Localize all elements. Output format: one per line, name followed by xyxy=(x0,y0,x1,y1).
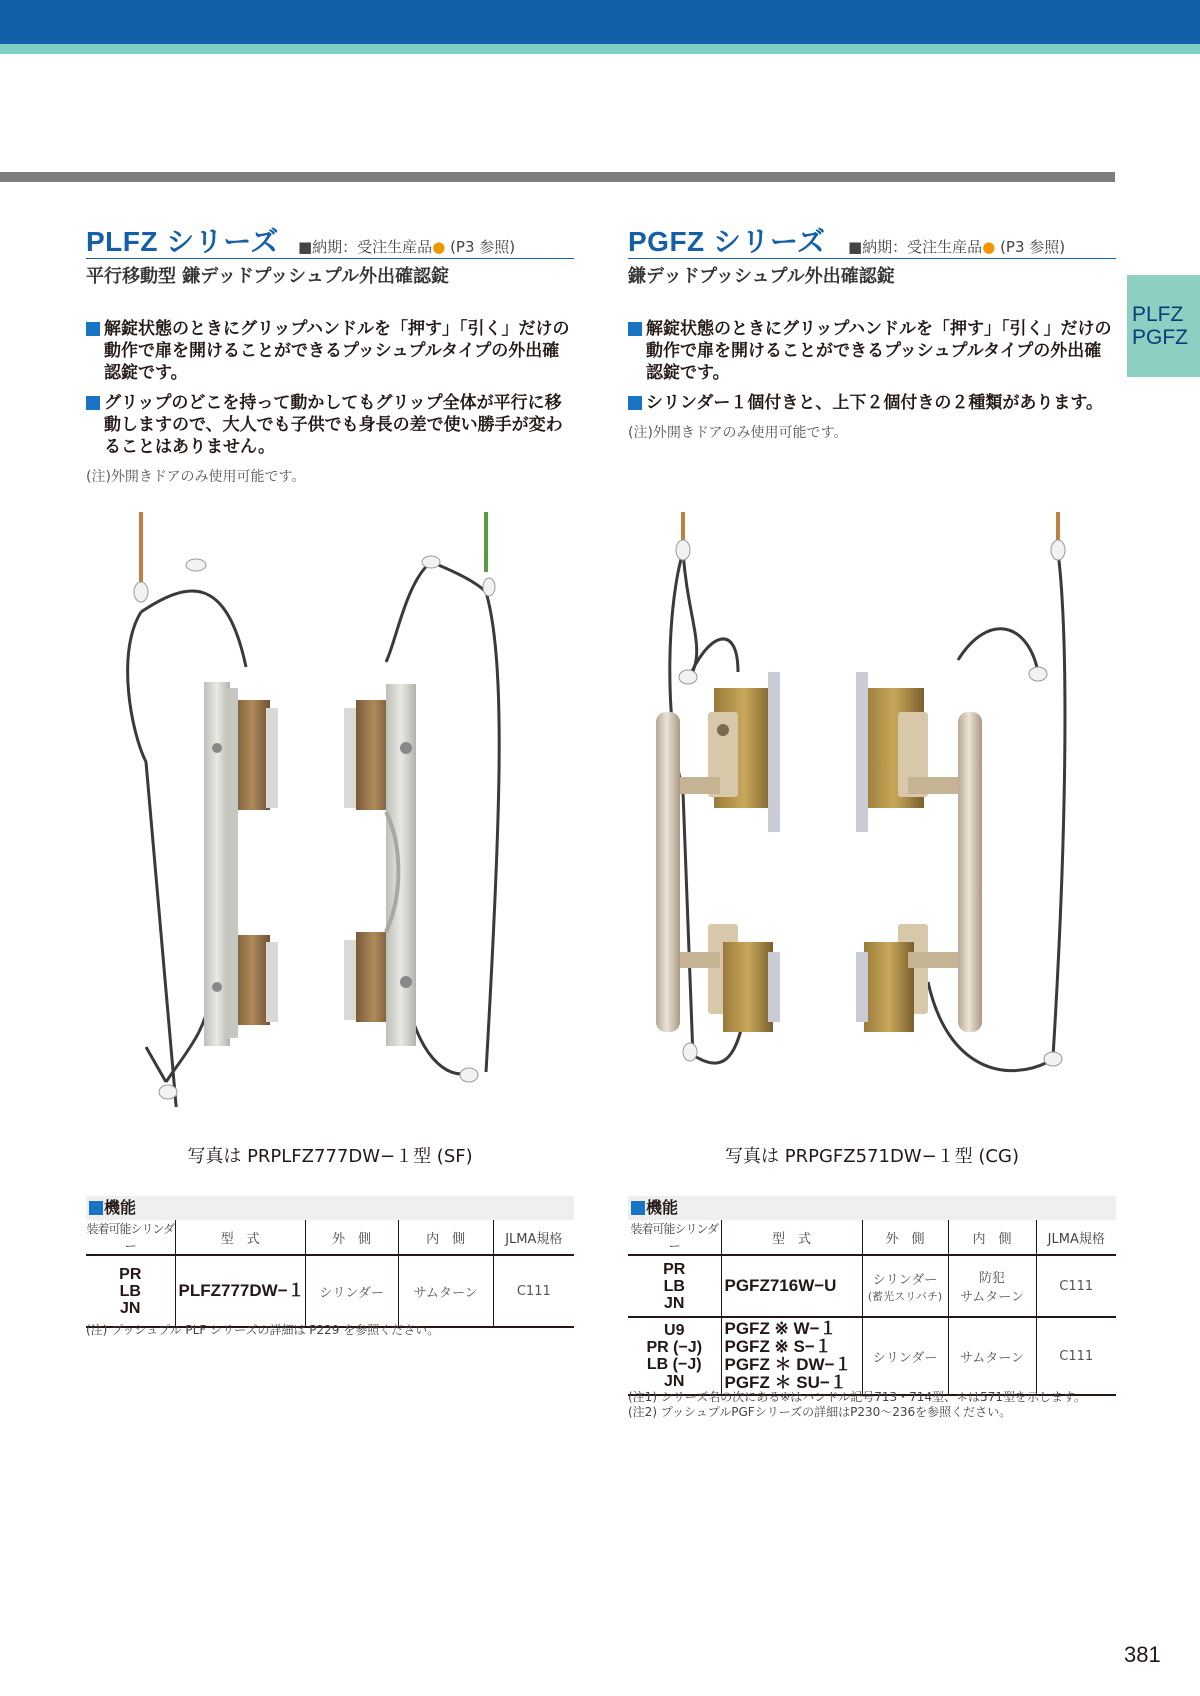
cylinder-code: LB (−J) xyxy=(646,1356,702,1373)
delivery-label: ■納期：受注生産品 xyxy=(298,238,433,256)
column-header: 装着可能シリンダー xyxy=(628,1220,721,1255)
index-tab-line-2: PGFZ xyxy=(1132,326,1188,349)
jlma-cell: C111 xyxy=(1036,1317,1116,1395)
series-title: PGFZ シリーズ xyxy=(628,226,826,257)
photo-caption: 写真は PRPLFZ777DW−１型 (SF) xyxy=(187,1146,473,1167)
function-header: 機能 xyxy=(86,1196,574,1220)
column-header: 内 側 xyxy=(948,1220,1036,1255)
table-row xyxy=(86,1255,574,1327)
inner-cell xyxy=(948,1255,1036,1317)
inner-value: サムターン xyxy=(413,1285,478,1301)
index-tab[interactable] xyxy=(1127,275,1200,377)
plfz-section xyxy=(86,222,574,486)
model-number: PGFZ716W−U xyxy=(724,1276,837,1295)
cylinder-code: LB xyxy=(119,1282,141,1300)
cylinder-code: JN xyxy=(120,1299,141,1317)
model-number: PGFZ ※ W−１ xyxy=(724,1319,837,1338)
plfz-title-row xyxy=(86,222,574,259)
model-cell xyxy=(175,1255,305,1327)
header-accent-band xyxy=(0,44,1200,54)
cylinder-code: JN xyxy=(664,1373,685,1390)
plfz-product-photo xyxy=(86,512,574,1107)
usage-note: (注)外開きドアのみ使用可能です。 xyxy=(86,469,306,485)
delivery-info xyxy=(298,236,515,257)
table-note: (注1) シリーズ名の次にある※はハンドル記号713・714型、＊は571型を示します。 xyxy=(628,1390,1087,1404)
model-number: PGFZ ＊ DW−１ xyxy=(724,1355,852,1374)
model-number: PGFZ ＊ SU−１ xyxy=(724,1373,847,1392)
feature-item: 解錠状態のときにグリップハンドルを「押す」「引く」だけの動作で扉を開けることができるプッシュプルタイプの外出確認錠です。 xyxy=(628,318,1116,384)
header-band xyxy=(0,0,1200,44)
section-rule xyxy=(0,172,1115,182)
page-number: 381 xyxy=(1124,1642,1161,1667)
cylinder-cell xyxy=(628,1255,721,1317)
outer-cell xyxy=(305,1255,398,1327)
pgfz-section xyxy=(628,222,1116,442)
delivery-label: ■納期：受注生産品 xyxy=(848,238,983,256)
model-number: PGFZ ※ S−１ xyxy=(724,1337,832,1356)
inner-value: サムターン xyxy=(959,1350,1025,1366)
cylinder-code: U9 xyxy=(664,1322,685,1339)
column-header: 外 側 xyxy=(305,1220,398,1255)
feature-item: シリンダー１個付きと、上下２個付きの２種類があります。 xyxy=(628,392,1116,414)
table-header-row xyxy=(628,1220,1116,1255)
order-dot-icon: ● xyxy=(432,238,446,256)
outer-value: シリンダー xyxy=(872,1350,938,1366)
table-notes xyxy=(628,1390,1086,1420)
outer-value: シリンダー xyxy=(872,1272,938,1288)
model-number: PLFZ777DW−１ xyxy=(178,1281,305,1300)
cylinder-code: LB xyxy=(663,1277,685,1295)
table-note: (注) プッシュプル PLF シリーズの詳細は P229 を参照ください。 xyxy=(86,1323,440,1337)
table-row xyxy=(628,1255,1116,1317)
jlma-cell: C111 xyxy=(1036,1255,1116,1317)
table-row xyxy=(628,1317,1116,1395)
inner-value: 防犯 xyxy=(978,1271,1005,1286)
index-tab-line-1: PLFZ xyxy=(1132,303,1184,326)
cylinder-cell xyxy=(86,1255,175,1327)
table-header-row xyxy=(86,1220,574,1255)
column-header: JLMA規格 xyxy=(493,1220,574,1255)
function-header: 機能 xyxy=(628,1196,1116,1220)
cylinder-code: PR xyxy=(119,1265,142,1283)
plfz-spec-table xyxy=(86,1220,574,1328)
series-subtitle: 鎌デッドプッシュプル外出確認錠 xyxy=(628,266,895,287)
order-dot-icon: ● xyxy=(982,238,996,256)
cylinder-code: JN xyxy=(664,1294,685,1312)
photo-caption: 写真は PRPGFZ571DW−１型 (CG) xyxy=(725,1146,1019,1167)
series-title: PLFZ シリーズ xyxy=(86,226,279,257)
pgfz-product-photo xyxy=(628,512,1116,1107)
column-header: 型 式 xyxy=(721,1220,862,1255)
usage-note: (注)外開きドアのみ使用可能です。 xyxy=(628,425,848,441)
feature-item: グリップのどこを持って動かしてもグリップ全体が平行に移動しますので、大人でも子供でも身長の差で使い勝手が変わることはありません。 xyxy=(86,392,574,458)
cylinder-cell xyxy=(628,1317,721,1395)
outer-cell xyxy=(862,1317,948,1395)
table-note: (注2) プッシュプルPGFシリーズの詳細はP230〜236を参照ください。 xyxy=(628,1405,1012,1419)
model-cell xyxy=(721,1255,862,1317)
outer-cell xyxy=(862,1255,948,1317)
inner-value: サムターン xyxy=(959,1290,1025,1305)
cylinder-code: PR (−J) xyxy=(646,1339,703,1356)
column-header: JLMA規格 xyxy=(1036,1220,1116,1255)
jlma-cell: C111 xyxy=(493,1255,574,1327)
column-header: 型 式 xyxy=(175,1220,305,1255)
delivery-reference: (P3 参照) xyxy=(1000,238,1066,256)
pgfz-spec-table xyxy=(628,1220,1116,1396)
pgfz-title-row xyxy=(628,222,1116,259)
column-header: 内 側 xyxy=(398,1220,493,1255)
feature-list xyxy=(628,318,1116,414)
series-subtitle: 平行移動型 鎌デッドプッシュプル外出確認錠 xyxy=(86,266,450,287)
feature-item: 解錠状態のときにグリップハンドルを「押す」「引く」だけの動作で扉を開けることができるプッシュプルタイプの外出確認錠です。 xyxy=(86,318,574,384)
inner-cell xyxy=(948,1317,1036,1395)
cylinder-code: PR xyxy=(663,1260,686,1278)
delivery-info xyxy=(848,236,1065,257)
model-cell xyxy=(721,1317,862,1395)
outer-value: (蓄光スリバチ) xyxy=(867,1289,943,1303)
column-header: 装着可能シリンダー xyxy=(86,1222,175,1253)
inner-cell xyxy=(398,1255,493,1327)
feature-list xyxy=(86,318,574,458)
column-header: 外 側 xyxy=(862,1220,948,1255)
outer-value: シリンダー xyxy=(319,1285,384,1301)
delivery-reference: (P3 参照) xyxy=(450,238,516,256)
